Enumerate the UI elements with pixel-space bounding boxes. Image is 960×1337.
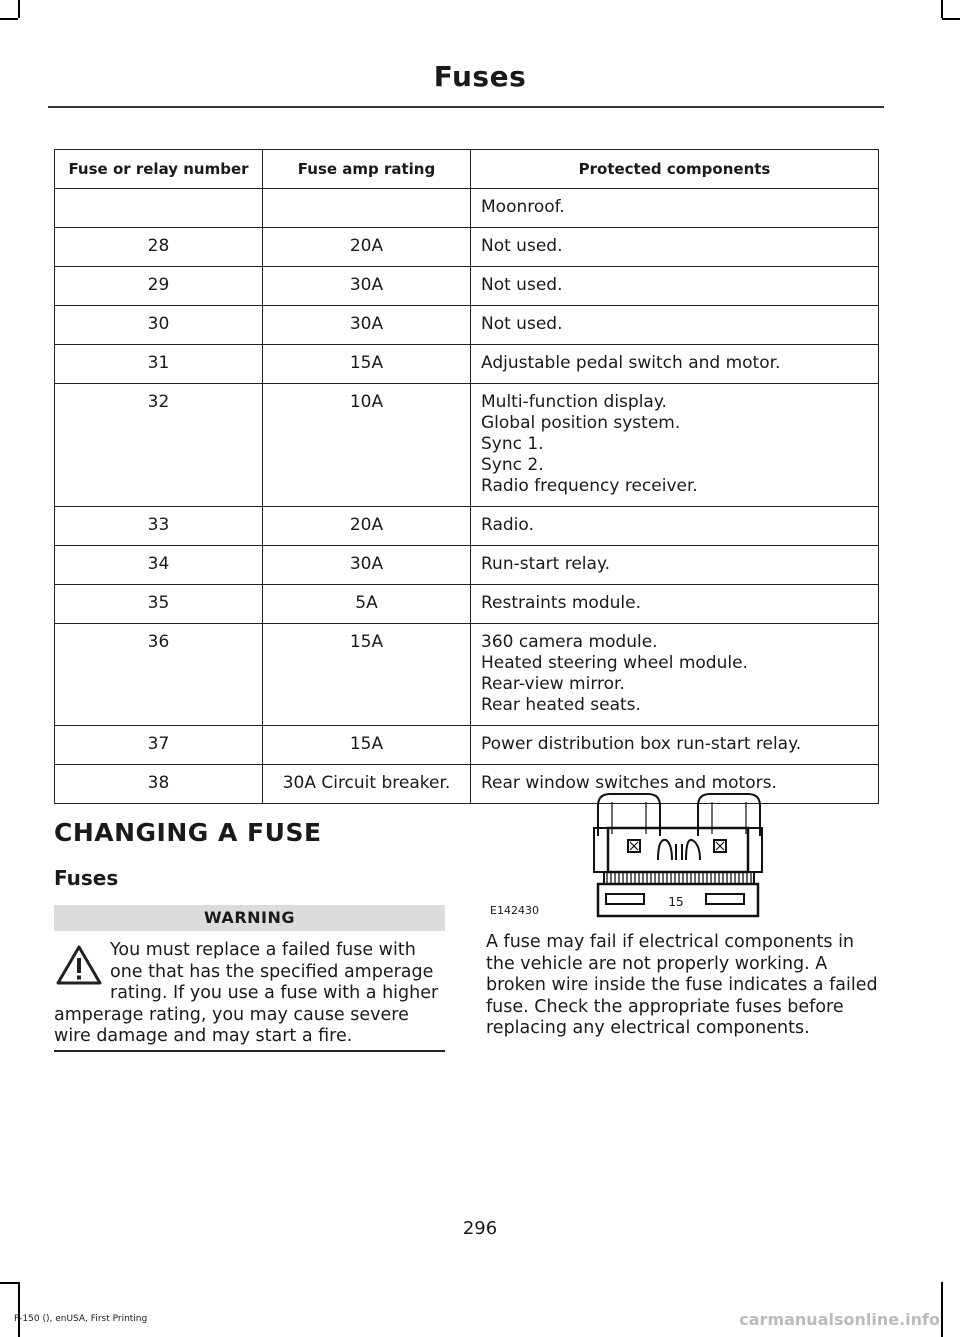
component-line: Rear heated seats. <box>481 695 641 715</box>
table-row <box>55 726 879 765</box>
fuse-number-cell: 32 <box>55 384 263 507</box>
component-line: Power distribution box run-start relay. <box>481 734 802 754</box>
protected-components-cell <box>471 189 879 228</box>
amp-rating-cell: 15A <box>263 726 471 765</box>
component-line: Restraints module. <box>481 593 641 613</box>
fuse-number-cell: 28 <box>55 228 263 267</box>
amp-rating-cell <box>263 189 471 228</box>
table-row <box>55 189 879 228</box>
table-row <box>55 267 879 306</box>
table-row <box>55 507 879 546</box>
column-header-amp-rating: Fuse amp rating <box>263 150 471 189</box>
amp-rating-cell: 30A <box>263 546 471 585</box>
amp-rating-cell: 15A <box>263 345 471 384</box>
amp-rating-cell: 5A <box>263 585 471 624</box>
crop-mark <box>0 18 18 20</box>
crop-mark <box>0 1282 18 1284</box>
table-row <box>55 384 879 507</box>
table-row <box>55 546 879 585</box>
component-line: Run-start relay. <box>481 554 610 574</box>
fuse-table-body <box>55 189 879 804</box>
amp-rating-cell: 10A <box>263 384 471 507</box>
fuse-number-cell <box>55 189 263 228</box>
component-line: Global position system. <box>481 413 681 433</box>
figure-label: E142430 <box>490 904 539 917</box>
component-line: Rear window switches and motors. <box>481 773 777 793</box>
amp-rating-cell: 30A Circuit breaker. <box>263 765 471 804</box>
warning-text-block <box>54 940 445 1048</box>
crop-mark <box>941 1282 943 1337</box>
amp-rating-cell: 15A <box>263 624 471 726</box>
footer-text: F-150 (), enUSA, First Printing <box>14 1314 148 1324</box>
section-subheading: Fuses <box>54 866 119 890</box>
fuse-number-cell: 36 <box>55 624 263 726</box>
component-line: Multi-function display. <box>481 392 667 412</box>
table-row <box>55 228 879 267</box>
title-divider <box>48 106 884 108</box>
watermark: carmanualsonline.info <box>739 1310 940 1329</box>
column-header-fuse-number: Fuse or relay number <box>55 150 263 189</box>
body-paragraph: A fuse may fail if electrical components in the vehicle are not properly working. A broken wire inside the fuse indicates a failed fuse. Check the appropriate fuses before replacing any electrical components. <box>486 932 878 1038</box>
crop-mark <box>942 18 960 20</box>
section-heading: CHANGING A FUSE <box>54 818 322 847</box>
fuse-rating-label: 15 <box>668 895 684 909</box>
table-row <box>55 345 879 384</box>
component-line: Heated steering wheel module. <box>481 653 748 673</box>
warning-text: You must replace a failed fuse with one that has the specified amperage rating. If you use a fuse with a higher amperage rating, you may cause severe wire damage and may start a fire. <box>54 940 439 1046</box>
protected-components-cell <box>471 228 879 267</box>
table-header-row <box>55 150 879 189</box>
component-line: Sync 1. <box>481 434 544 454</box>
protected-components-cell <box>471 507 879 546</box>
component-line: Radio. <box>481 515 534 535</box>
component-line: Radio frequency receiver. <box>481 476 698 496</box>
fuse-number-cell: 34 <box>55 546 263 585</box>
amp-rating-cell: 20A <box>263 507 471 546</box>
fuse-number-cell: 37 <box>55 726 263 765</box>
table-row <box>55 585 879 624</box>
page-number: 296 <box>462 1218 498 1239</box>
protected-components-cell <box>471 624 879 726</box>
component-line: Adjustable pedal switch and motor. <box>481 353 781 373</box>
fuse-number-cell: 30 <box>55 306 263 345</box>
amp-rating-cell: 20A <box>263 228 471 267</box>
warning-divider <box>54 1050 445 1052</box>
component-line: Rear-view mirror. <box>481 674 625 694</box>
table-row <box>55 624 879 726</box>
warning-label: WARNING <box>54 905 445 931</box>
protected-components-cell <box>471 726 879 765</box>
amp-rating-cell: 30A <box>263 267 471 306</box>
amp-rating-cell: 30A <box>263 306 471 345</box>
page-title: Fuses <box>433 60 527 93</box>
component-line: 360 camera module. <box>481 632 658 652</box>
crop-mark <box>18 0 20 18</box>
component-line: Not used. <box>481 275 563 295</box>
protected-components-cell <box>471 585 879 624</box>
fuse-number-cell: 29 <box>55 267 263 306</box>
fuse-number-cell: 33 <box>55 507 263 546</box>
column-header-protected-components: Protected components <box>471 150 879 189</box>
fuse-table <box>54 149 879 804</box>
crop-mark <box>941 0 943 18</box>
protected-components-cell <box>471 267 879 306</box>
component-line: Moonroof. <box>481 197 565 217</box>
crop-mark <box>18 1282 20 1337</box>
component-line: Sync 2. <box>481 455 544 475</box>
fuse-number-cell: 38 <box>55 765 263 804</box>
protected-components-cell <box>471 306 879 345</box>
protected-components-cell <box>471 345 879 384</box>
fuse-number-cell: 35 <box>55 585 263 624</box>
fuse-illustration <box>486 788 806 923</box>
protected-components-cell <box>471 384 879 507</box>
fuse-number-cell: 31 <box>55 345 263 384</box>
component-line: Not used. <box>481 314 563 334</box>
protected-components-cell <box>471 546 879 585</box>
component-line: Not used. <box>481 236 563 256</box>
table-row <box>55 306 879 345</box>
